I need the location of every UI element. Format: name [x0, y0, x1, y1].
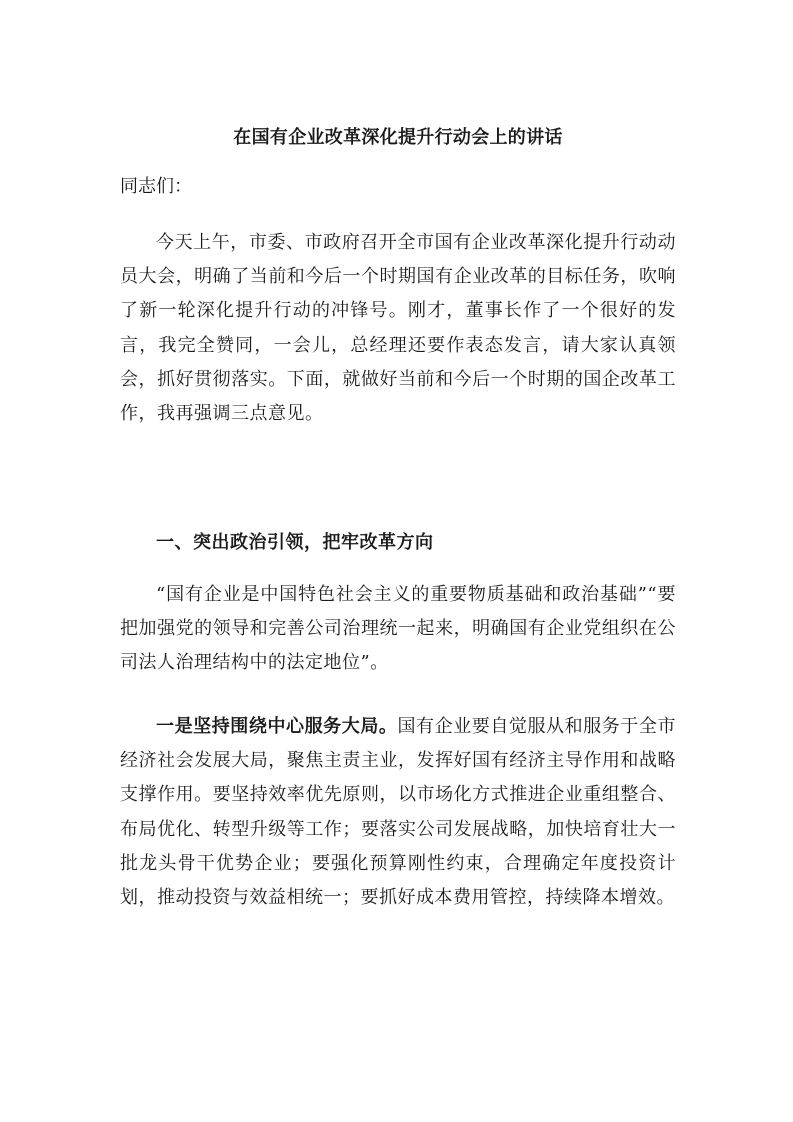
- section-heading-1: 一、突出政治引领，把牢改革方向: [156, 532, 434, 553]
- point-1-lead: 一是坚持围绕中心服务大局。: [156, 716, 398, 737]
- paragraph-point-1: [120, 710, 676, 915]
- paragraph-quote: “国有企业是中国特色社会主义的重要物质基础和政治基础”“要把加强党的领导和完善公司治理统一起来，明确国有企业党组织在公司法人治理结构中的法定地位”。: [120, 584, 676, 674]
- paragraph-intro: 今天上午，市委、市政府召开全市国有企业改革深化提升行动动员大会，明确了当前和今后一个时期国有企业改革的目标任务，吹响了新一轮深化提升行动的冲锋号。刚才，董事长作了一个很好的发言，我完全赞同，一会儿，总经理还要作表态发言，请大家认真领会，抓好贯彻落实。下面，就做好当前和今后一个时期的国企改革工作，我再强调三点意见。: [120, 232, 676, 425]
- point-1-body: 国有企业要自觉服从和服务于全市经济社会发展大局，聚焦主责主业，发挥好国有经济主导作用和战略支撑作用。要坚持效率优先原则，以市场化方式推进企业重组整合、布局优化、转型升级等工作；要落实公司发展战略，加快培育壮大一批龙头骨干优势企业；要强化预算刚性约束，合理确定年度投资计划，推动投资与效益相统一；要抓好成本费用管控，持续降本增效。: [120, 716, 677, 909]
- salutation: 同志们：: [120, 176, 192, 197]
- document-title: 在国有企业改革深化提升行动会上的讲话: [233, 127, 563, 148]
